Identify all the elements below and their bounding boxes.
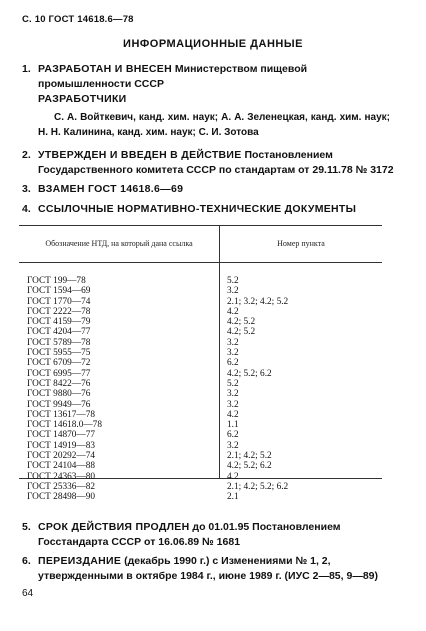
table-row bbox=[19, 286, 382, 296]
table-cell-clause: 4.2; 5.2 bbox=[227, 317, 256, 328]
table-row bbox=[19, 379, 382, 389]
table-cell-document: ГОСТ 9880—76 bbox=[27, 389, 91, 400]
table-cell-clause: 3.2 bbox=[227, 348, 239, 359]
table-cell-document: ГОСТ 5955—75 bbox=[27, 348, 91, 359]
table-body bbox=[19, 263, 382, 503]
table-cell-clause: 4.2; 5.2 bbox=[227, 327, 256, 338]
table-cell-document: ГОСТ 14870—77 bbox=[27, 430, 96, 441]
table-row bbox=[19, 492, 382, 502]
section-5-number: 5. bbox=[22, 521, 31, 533]
table-cell-document: ГОСТ 199—78 bbox=[27, 276, 86, 286]
table-cell-clause: 1.1 bbox=[227, 420, 239, 431]
table-rows bbox=[19, 263, 382, 503]
table-cell-document: ГОСТ 4204—77 bbox=[27, 327, 91, 338]
table-cell-document: ГОСТ 9949—76 bbox=[27, 399, 91, 410]
table-cell-document: ГОСТ 24363—80 bbox=[27, 471, 96, 482]
section-6-caps: ПЕРЕИЗДАНИЕ bbox=[38, 555, 122, 567]
table-cell-document: ГОСТ 14618.0—78 bbox=[27, 420, 102, 431]
table-cell-clause: 4.2 bbox=[227, 306, 239, 317]
page-header: С. 10 ГОСТ 14618.6—78 bbox=[22, 14, 134, 25]
table-cell-document: ГОСТ 4159—79 bbox=[27, 317, 91, 328]
table-row bbox=[19, 276, 382, 286]
section-6-body bbox=[38, 554, 402, 584]
section-5-text: до 01.01.95 Постановлением Госстандарта СССР от 16.06.89 № 1681 bbox=[38, 521, 341, 548]
section-2-text: Постановлением Государственного комитета СССР по стандартам от 29.11.78 № 3172 bbox=[38, 149, 394, 176]
section-1-body bbox=[38, 62, 402, 92]
section-2 bbox=[22, 148, 402, 178]
table-cell-document: ГОСТ 25336—82 bbox=[27, 481, 96, 492]
table-cell-clause: 3.2 bbox=[227, 389, 239, 400]
section-1-text: Министерством пищевой промышленности СССР bbox=[38, 63, 308, 90]
column-header-document: Обозначение НТД, на который дана ссылка bbox=[19, 226, 220, 262]
table-cell-document: ГОСТ 5789—78 bbox=[27, 337, 91, 348]
table-cell-clause: 4.2 bbox=[227, 471, 239, 482]
table-row bbox=[19, 420, 382, 430]
section-1-number: 1. bbox=[22, 63, 31, 75]
table-cell-document: ГОСТ 8422—76 bbox=[27, 378, 91, 389]
section-1 bbox=[22, 62, 402, 92]
table-row bbox=[19, 482, 382, 492]
section-4-text: ССЫЛОЧНЫЕ НОРМАТИВНО-ТЕХНИЧЕСКИЕ ДОКУМЕНТЫ bbox=[38, 203, 357, 215]
table-cell-clause: 4.2; 5.2; 6.2 bbox=[227, 368, 272, 379]
table-cell-document: ГОСТ 6995—77 bbox=[27, 368, 91, 379]
section-5 bbox=[22, 520, 402, 550]
table-cell-clause: 3.2 bbox=[227, 337, 239, 348]
section-4 bbox=[22, 202, 402, 217]
table-cell-document: ГОСТ 24104—88 bbox=[27, 461, 96, 472]
table-cell-clause: 5.2 bbox=[227, 378, 239, 389]
table-cell-clause: 3.2 bbox=[227, 399, 239, 410]
section-6-text: (декабрь 1990 г.) с Изменениями № 1, 2, утвержденными в октябре 1984 г., июне 1989 г. (ИУС 2—85, 9—89) bbox=[38, 555, 378, 582]
table-row bbox=[19, 472, 382, 482]
reference-table bbox=[19, 225, 382, 503]
table-cell-document: ГОСТ 2222—78 bbox=[27, 306, 91, 317]
section-2-caps: УТВЕРЖДЕН И ВВЕДЕН В ДЕЙСТВИЕ bbox=[38, 149, 242, 161]
table-row bbox=[19, 410, 382, 420]
table-cell-clause: 2.1; 4.2; 5.2; 6.2 bbox=[227, 481, 289, 492]
table-row bbox=[19, 451, 382, 461]
table-row bbox=[19, 441, 382, 451]
table-row bbox=[19, 348, 382, 358]
table-cell-clause: 3.2 bbox=[227, 286, 239, 297]
section-3-number: 3. bbox=[22, 183, 31, 195]
section-2-number: 2. bbox=[22, 149, 31, 161]
table-row bbox=[19, 307, 382, 317]
table-cell-document: ГОСТ 6709—72 bbox=[27, 358, 91, 369]
table-cell-document: ГОСТ 28498—90 bbox=[27, 492, 96, 503]
table-row bbox=[19, 389, 382, 399]
table-row bbox=[19, 338, 382, 348]
table-cell-clause: 2.1; 4.2; 5.2 bbox=[227, 451, 272, 462]
section-5-body bbox=[38, 520, 402, 550]
table-row bbox=[19, 358, 382, 368]
table-cell-document: ГОСТ 14919—83 bbox=[27, 440, 96, 451]
section-4-number: 4. bbox=[22, 203, 31, 215]
section-2-body bbox=[38, 148, 402, 178]
table-cell-clause: 5.2 bbox=[227, 276, 239, 286]
table-row bbox=[19, 461, 382, 471]
table-cell-clause: 6.2 bbox=[227, 358, 239, 369]
table-cell-document: ГОСТ 1770—74 bbox=[27, 296, 91, 307]
section-6-number: 6. bbox=[22, 555, 31, 567]
section-1-caps: РАЗРАБОТАН И ВНЕСЕН bbox=[38, 63, 172, 75]
table-row bbox=[19, 369, 382, 379]
document-title: ИНФОРМАЦИОННЫЕ ДАННЫЕ bbox=[123, 38, 303, 50]
developers-heading: РАЗРАБОТЧИКИ bbox=[38, 93, 127, 105]
section-5-caps: СРОК ДЕЙСТВИЯ ПРОДЛЕН bbox=[38, 521, 190, 533]
table-cell-clause: 2.1; 3.2; 4.2; 5.2 bbox=[227, 296, 289, 307]
table-cell-clause: 4.2; 5.2; 6.2 bbox=[227, 461, 272, 472]
table-cell-clause: 2.1 bbox=[227, 492, 239, 503]
table-cell-clause: 6.2 bbox=[227, 430, 239, 441]
table-row bbox=[19, 297, 382, 307]
table-row bbox=[19, 327, 382, 337]
table-cell-document: ГОСТ 20292—74 bbox=[27, 451, 96, 462]
table-row bbox=[19, 317, 382, 327]
table-row bbox=[19, 400, 382, 410]
table-header bbox=[19, 226, 382, 263]
page-number: 64 bbox=[22, 588, 34, 599]
table-cell-clause: 4.2 bbox=[227, 409, 239, 420]
section-6 bbox=[22, 554, 402, 584]
table-cell-clause: 3.2 bbox=[227, 440, 239, 451]
table-cell-document: ГОСТ 13617—78 bbox=[27, 409, 96, 420]
column-header-clause: Номер пункта bbox=[277, 239, 325, 248]
table-cell-document: ГОСТ 1594—69 bbox=[27, 286, 91, 297]
developers-list: С. А. Войткевич, канд. хим. наук; А. А. Зеленецкая, канд. хим. наук; Н. Н. Калинина, канд. хим. наук; С. И. Зотова bbox=[38, 112, 390, 138]
section-3 bbox=[22, 182, 402, 197]
table-row bbox=[19, 430, 382, 440]
section-3-text: ВЗАМЕН ГОСТ 14618.6—69 bbox=[38, 183, 184, 195]
